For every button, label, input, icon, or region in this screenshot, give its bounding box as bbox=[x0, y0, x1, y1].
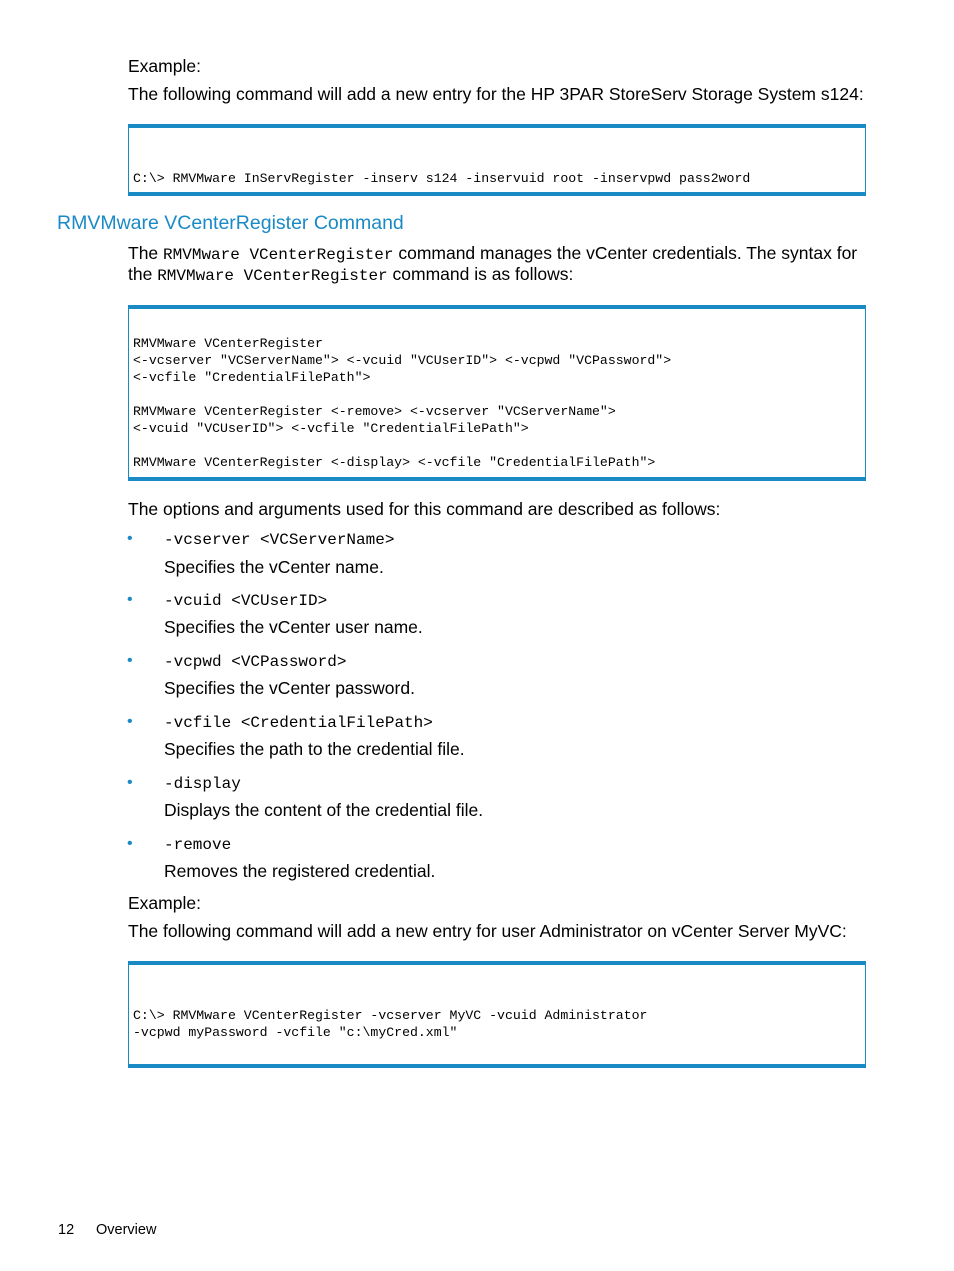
section-paragraph-line1: The RMVMware VCenterRegister command manages the vCenter credentials. The syntax for bbox=[128, 243, 858, 264]
code-text: C:\> RMVMware VCenterRegister -vcserver MyVC -vcuid Administrator -vcpwd myPassword -vcfile "c:\myCred.xml" bbox=[133, 1008, 648, 1040]
option-name: -vcuid <VCUserID> bbox=[164, 592, 328, 610]
option-name: -vcserver <VCServerName> bbox=[164, 531, 395, 549]
example-intro: The following command will add a new entry for user Administrator on vCenter Server MyVC: bbox=[128, 921, 847, 941]
code-block-vcenter-example bbox=[128, 961, 866, 1068]
option-name: -remove bbox=[164, 836, 232, 854]
bullet-icon: • bbox=[127, 835, 133, 852]
option-name: -vcpwd <VCPassword> bbox=[164, 653, 347, 671]
example-intro: The following command will add a new entry for the HP 3PAR StoreServ Storage System s124: bbox=[128, 84, 864, 104]
inline-code: RMVMware VCenterRegister bbox=[163, 246, 394, 264]
option-name: -display bbox=[164, 775, 241, 793]
option-description: Specifies the vCenter password. bbox=[164, 678, 415, 698]
option-description: Removes the registered credential. bbox=[164, 861, 436, 881]
page-number: 12 bbox=[58, 1222, 75, 1238]
option-description: Displays the content of the credential file. bbox=[164, 800, 484, 820]
option-description: Specifies the vCenter user name. bbox=[164, 617, 423, 637]
option-description: Specifies the path to the credential file. bbox=[164, 739, 465, 759]
code-text: RMVMware VCenterRegister <-vcserver "VCServerName"> <-vcuid "VCUserID"> <-vcpwd "VCPassword"> <-vcfile "CredentialFilePath"> RMVMware VCenterRegister <-remove> <-vcserver "VCServerName"> <-vcuid "VCUserID"> <-vcfile "CredentialFilePath"> RMVMware VCenterRegister <-display> <-vcfile "CredentialFilePath"> bbox=[133, 336, 672, 470]
section-paragraph-line2: the RMVMware VCenterRegister command is as follows: bbox=[128, 264, 574, 285]
bullet-icon: • bbox=[127, 713, 133, 730]
code-block-syntax bbox=[128, 305, 866, 481]
bullet-icon: • bbox=[127, 774, 133, 791]
example-label: Example: bbox=[128, 893, 201, 913]
code-text: C:\> RMVMware InServRegister -inserv s124 -inservuid root -inservpwd pass2word bbox=[133, 171, 751, 186]
options-intro: The options and arguments used for this command are described as follows: bbox=[128, 499, 721, 519]
example-label: Example: bbox=[128, 56, 201, 76]
option-name: -vcfile <CredentialFilePath> bbox=[164, 714, 433, 732]
bullet-icon: • bbox=[127, 591, 133, 608]
footer-section-name: Overview bbox=[96, 1222, 157, 1238]
code-block-inserv bbox=[128, 124, 866, 196]
option-description: Specifies the vCenter name. bbox=[164, 557, 384, 577]
section-heading: RMVMware VCenterRegister Command bbox=[57, 212, 404, 234]
bullet-icon: • bbox=[127, 652, 133, 669]
inline-code: RMVMware VCenterRegister bbox=[157, 267, 388, 285]
bullet-icon: • bbox=[127, 530, 133, 547]
